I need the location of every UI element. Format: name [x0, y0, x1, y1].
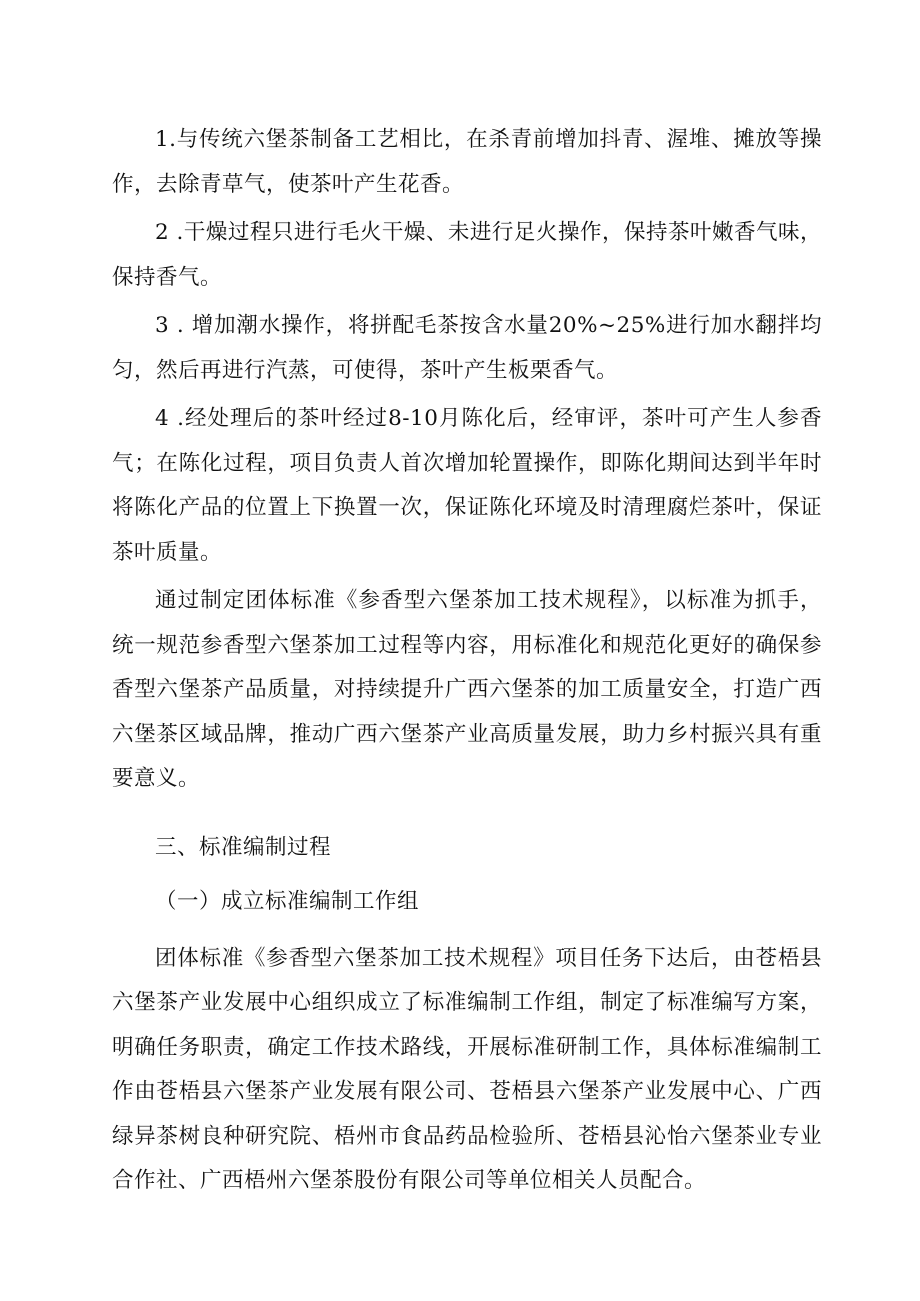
document-body [112, 118, 822, 1204]
subsection-heading: （一）成立标准编制工作组 [155, 889, 420, 914]
paragraph-working-group: 团体标准《参香型六堡茶加工技术规程》项目任务下达后，由苍梧县六堡茶产业发展中心组织成立了标准编制工作组，制定了标准编写方案，明确任务职责，确定工作技术路线，开展标准研制工作，具体标准编制工作由苍梧县六堡茶产业发展有限公司、苍梧县六堡茶产业发展中心、广西绿异茶树良种研究院、梧州市食品药品检验所、苍梧县沁怡六堡茶业专业合作社、广西梧州六堡茶股份有限公司等单位相关人员配合。 [112, 945, 822, 1193]
paragraph-item-3: 3 . 增加潮水操作，将拼配毛茶按含水量20%~25%进行加水翻拌均匀，然后再进行汽蒸，可使得，茶叶产生板栗香气。 [112, 313, 822, 383]
paragraph-item-1: 1.与传统六堡茶制备工艺相比，在杀青前增加抖青、渥堆、摊放等操作，去除青草气，使茶叶产生花香。 [112, 127, 822, 197]
paragraph-significance: 通过制定团体标准《参香型六堡茶加工技术规程》，以标准为抓手，统一规范参香型六堡茶加工过程等内容，用标准化和规范化更好的确保参香型六堡茶产品质量，对持续提升广西六堡茶的加工质量安全，打造广西六堡茶区域品牌，推动广西六堡茶产业高质量发展，助力乡村振兴具有重要意义。 [112, 588, 822, 791]
section-heading: 三、标准编制过程 [155, 834, 332, 860]
paragraph-item-4: 4 .经处理后的茶叶经过8-10月陈化后，经审评，茶叶可产生人参香气；在陈化过程，项目负责人首次增加轮置操作，即陈化期间达到半年时将陈化产品的位置上下换置一次，保证陈化环境及时清理腐烂茶叶，保证茶叶质量。 [112, 406, 822, 565]
paragraph-item-2: 2 .干燥过程只进行毛火干燥、未进行足火操作，保持茶叶嫩香气味，保持香气。 [112, 220, 822, 290]
